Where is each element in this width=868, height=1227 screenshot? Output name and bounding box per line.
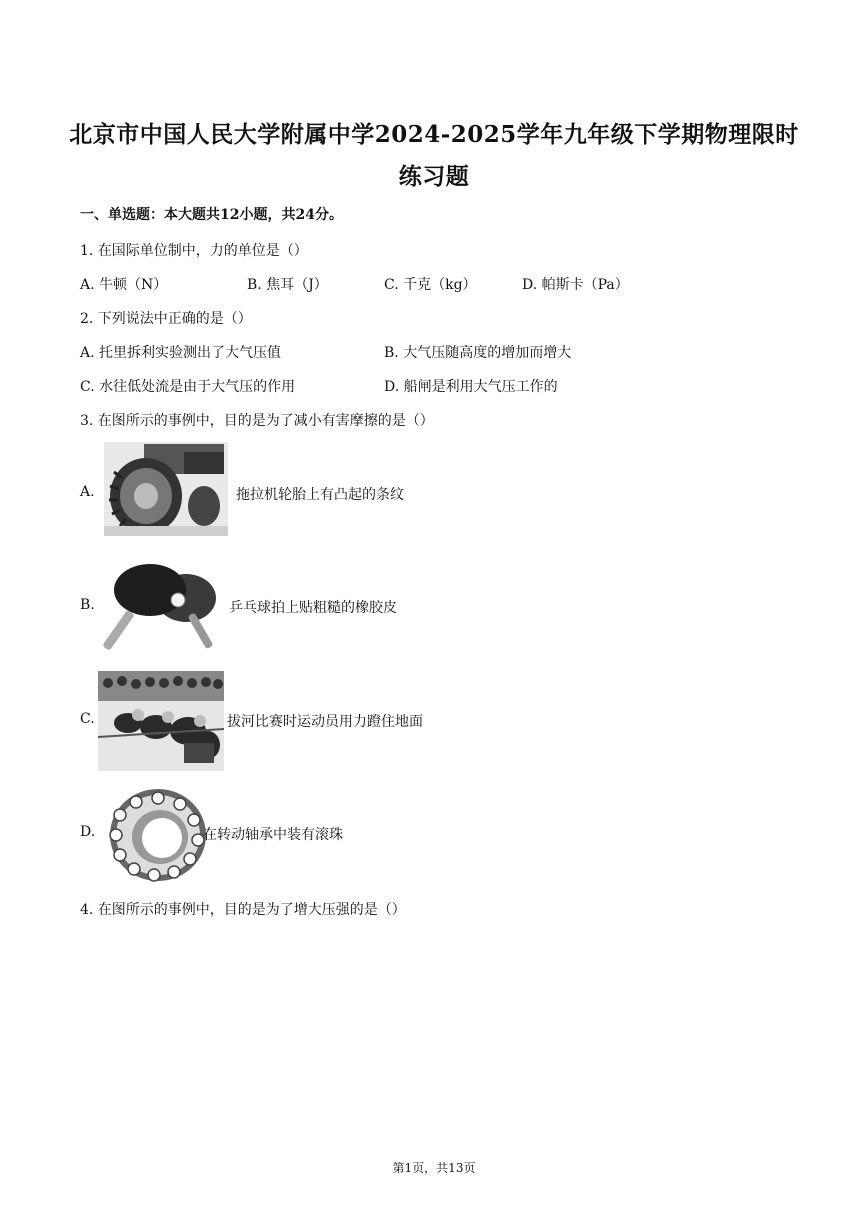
document-title-line2: 练习题 bbox=[398, 163, 470, 190]
q3-option-c-letter: C. bbox=[80, 711, 95, 727]
q3-option-a-text: 拖拉机轮胎上有凸起的条纹 bbox=[236, 487, 404, 503]
q2-option-d: D. 船闸是利用大气压工作的 bbox=[384, 379, 558, 395]
q3-option-d-letter: D. bbox=[80, 824, 96, 840]
q3-option-d-text: 在转动轴承中装有滚珠 bbox=[203, 827, 343, 843]
q1-option-d: D. 帕斯卡（Pa） bbox=[522, 277, 629, 293]
q3-option-a-letter: A. bbox=[80, 484, 95, 500]
page-footer: 第1页，共13页 bbox=[392, 1161, 476, 1175]
question-3-stem: 3. 在图所示的事例中，目的是为了减小有害摩擦的是（） bbox=[80, 413, 434, 429]
question-2-stem: 2. 下列说法中正确的是（） bbox=[80, 311, 252, 327]
section-heading: 一、单选题：本大题共12小题，共24分。 bbox=[80, 207, 343, 223]
q1-option-c: C. 千克（kg） bbox=[384, 277, 477, 293]
tug-of-war-photo-icon bbox=[98, 671, 224, 771]
q1-option-b: B. 焦耳（J） bbox=[247, 277, 328, 293]
question-1-stem: 1. 在国际单位制中，力的单位是（） bbox=[80, 243, 308, 259]
tractor-tire-photo-icon bbox=[104, 442, 228, 536]
document-title-line1: 北京市中国人民大学附属中学2024-2025学年九年级下学期物理限时 bbox=[69, 121, 799, 148]
ping-pong-paddle-photo-icon bbox=[98, 560, 224, 656]
question-4-stem: 4. 在图所示的事例中，目的是为了增大压强的是（） bbox=[80, 902, 406, 918]
q3-option-b-text: 乒乓球拍上贴粗糙的橡胶皮 bbox=[229, 600, 397, 616]
q3-option-c-text: 拔河比赛时运动员用力蹬住地面 bbox=[227, 714, 423, 730]
q1-option-a: A. 牛顿（N） bbox=[80, 277, 168, 293]
q2-option-b: B. 大气压随高度的增加而增大 bbox=[384, 345, 572, 361]
q3-option-b-letter: B. bbox=[80, 597, 95, 613]
q2-option-a: A. 托里拆利实验测出了大气压值 bbox=[80, 345, 282, 361]
ball-bearing-photo-icon bbox=[102, 785, 206, 885]
q2-option-c: C. 水往低处流是由于大气压的作用 bbox=[80, 379, 296, 395]
